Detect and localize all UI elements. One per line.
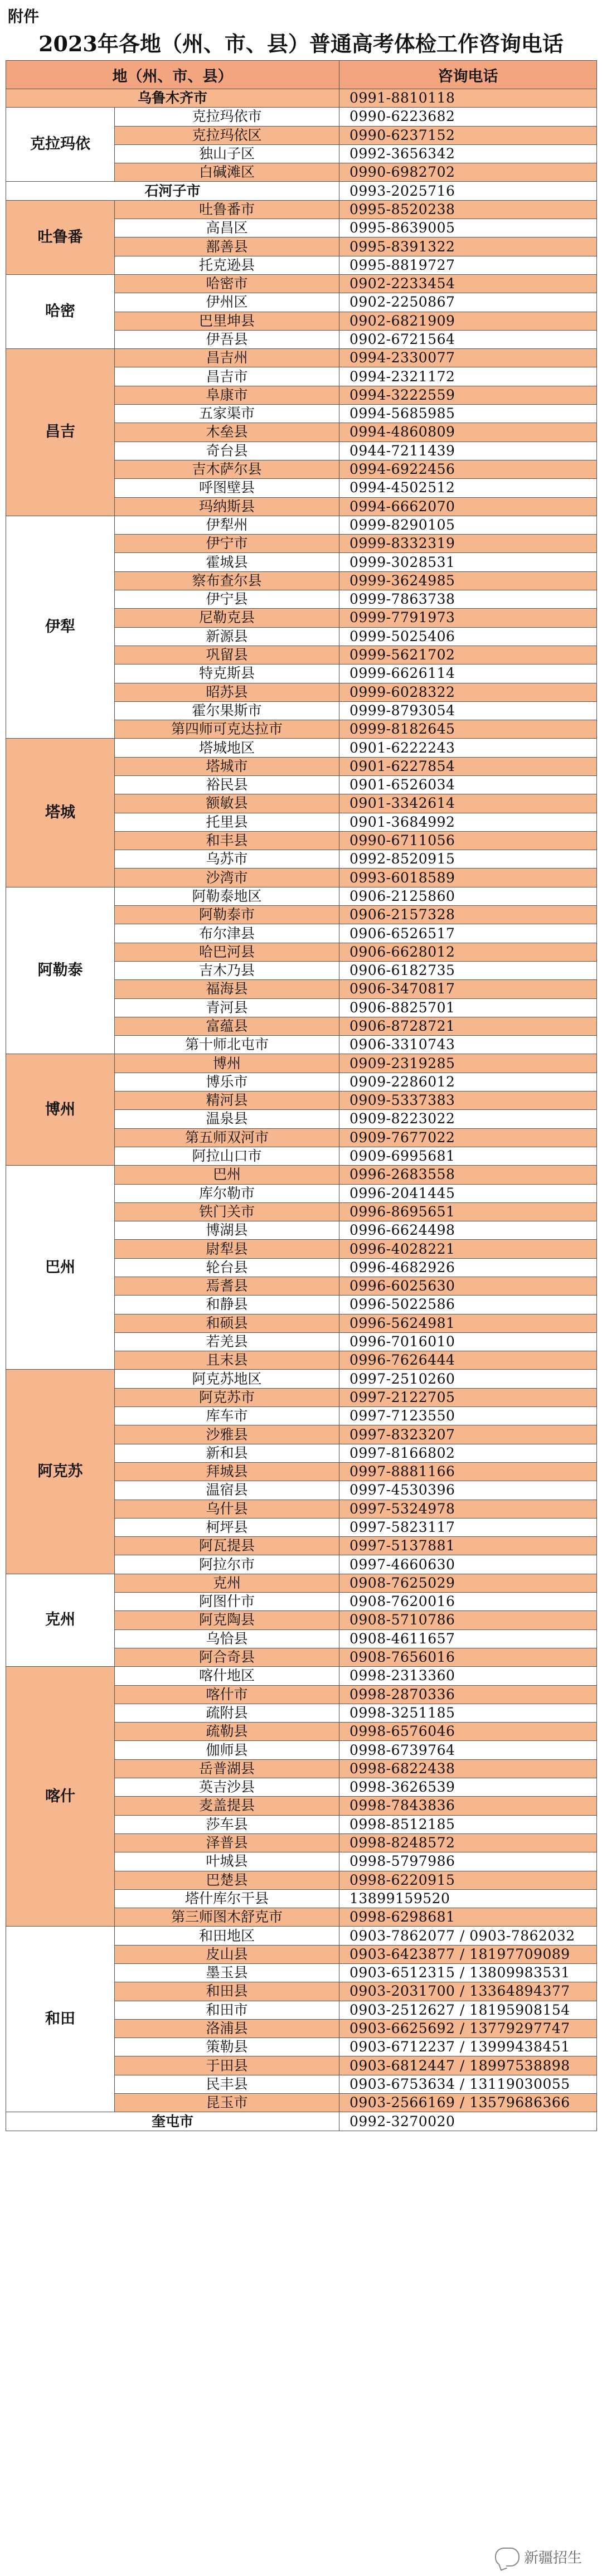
group-name: 巴州: [6, 1166, 115, 1370]
phone-number: 0908-7656016: [339, 1648, 597, 1666]
place-name: 阿克苏地区: [115, 1370, 339, 1388]
table-row: [6, 516, 597, 534]
place-name: 巴州: [115, 1166, 339, 1184]
phone-number: 0902-6721564: [339, 330, 597, 348]
phone-number: 0908-5710786: [339, 1611, 597, 1629]
phone-number: 0991-8810118: [339, 89, 597, 108]
phone-number: 0995-8391322: [339, 237, 597, 256]
table-row: [6, 1370, 597, 1388]
phone-number: 0997-4660630: [339, 1555, 597, 1574]
table-row: [6, 739, 597, 757]
place-name: 吉木萨尔县: [115, 460, 339, 478]
phone-number: 0998-2313360: [339, 1667, 597, 1685]
phone-number: 0909-2319285: [339, 1054, 597, 1073]
phone-number: 0906-2125860: [339, 887, 597, 905]
phone-number: 0994-2330077: [339, 349, 597, 367]
place-name: 尼勒克县: [115, 609, 339, 627]
place-name: 阿瓦提县: [115, 1537, 339, 1555]
phone-number: 0994-2321172: [339, 367, 597, 386]
phone-number: 0903-2566169 / 13579686366: [339, 2094, 597, 2112]
phone-number: 0997-5137881: [339, 1537, 597, 1555]
place-name: 青河县: [115, 998, 339, 1017]
phone-number: 0999-6626114: [339, 664, 597, 683]
phone-number: 0996-6624498: [339, 1221, 597, 1240]
phone-number: 0996-2041445: [339, 1184, 597, 1202]
phone-number: 0996-7016010: [339, 1332, 597, 1351]
place-name: 阿勒泰地区: [115, 887, 339, 905]
place-name: 福海县: [115, 980, 339, 998]
place-name: 莎车县: [115, 1815, 339, 1833]
phone-number: 0999-8182645: [339, 720, 597, 739]
phone-number: 0996-4028221: [339, 1240, 597, 1258]
place-name: 新源县: [115, 627, 339, 646]
place-name: 和田地区: [115, 1927, 339, 1945]
phone-number: 0909-8223022: [339, 1110, 597, 1128]
phone-number: 0998-6822438: [339, 1759, 597, 1778]
phone-number: 0909-7677022: [339, 1128, 597, 1147]
phone-number: 0997-2122705: [339, 1388, 597, 1406]
phone-number: 0997-8881166: [339, 1462, 597, 1481]
phone-number: 0997-8166802: [339, 1444, 597, 1462]
table-row: [6, 2112, 597, 2131]
place-name: 焉耆县: [115, 1277, 339, 1296]
table-row: [6, 182, 597, 200]
place-name: 和硕县: [115, 1314, 339, 1332]
place-name: 于田县: [115, 2056, 339, 2075]
place-name: 喀什市: [115, 1685, 339, 1704]
place-name: 巴里坤县: [115, 312, 339, 330]
place-name: 温泉县: [115, 1110, 339, 1128]
place-name: 和丰县: [115, 831, 339, 850]
place-name: 白碱滩区: [115, 163, 339, 182]
place-name: 克拉玛依区: [115, 126, 339, 144]
place-name: 拜城县: [115, 1462, 339, 1481]
header-region: 地（州、市、县）: [6, 61, 339, 89]
phone-number: 0999-8793054: [339, 701, 597, 720]
place-name: 察布查尔县: [115, 571, 339, 590]
place-name: 伊吾县: [115, 330, 339, 348]
group-name: 喀什: [6, 1667, 115, 1927]
place-name: 麦盖提县: [115, 1797, 339, 1815]
place-name: 高昌区: [115, 219, 339, 237]
place-name: 托克逊县: [115, 256, 339, 274]
phone-number: 0902-6821909: [339, 312, 597, 330]
place-name: 库尔勒市: [115, 1184, 339, 1202]
place-name: 阿克陶县: [115, 1611, 339, 1629]
phone-number: 0944-7211439: [339, 442, 597, 460]
place-name: 昌吉市: [115, 367, 339, 386]
place-name: 新和县: [115, 1444, 339, 1462]
phone-number: 0903-6512315 / 13809983531: [339, 1963, 597, 1982]
place-name: 裕民县: [115, 775, 339, 794]
phone-number: 0998-6298681: [339, 1908, 597, 1927]
phone-number: 0994-6662070: [339, 497, 597, 516]
group-name: 塔城: [6, 739, 115, 887]
phone-number: 0997-8323207: [339, 1425, 597, 1444]
phone-number: 0990-6982702: [339, 163, 597, 182]
page-title: 2023年各地（州、市、县）普通高考体检工作咨询电话: [38, 31, 564, 56]
place-name: 第三师图木舒克市: [115, 1908, 339, 1927]
place-name: 阿勒泰市: [115, 906, 339, 924]
place-name: 民丰县: [115, 2075, 339, 2093]
place-name: 昌吉州: [115, 349, 339, 367]
place-name: 吐鲁番市: [115, 200, 339, 219]
table-header-row: [6, 61, 597, 89]
region-name: 石河子市: [6, 182, 339, 200]
phone-number: 0995-8639005: [339, 219, 597, 237]
phone-number: 0906-6182735: [339, 961, 597, 979]
phone-number: 0903-6812447 / 18997538898: [339, 2056, 597, 2075]
phone-number: 0999-8290105: [339, 516, 597, 534]
phone-number: 0993-2025716: [339, 182, 597, 200]
place-name: 布尔津县: [115, 924, 339, 943]
place-name: 墨玉县: [115, 1963, 339, 1982]
phone-number: 0997-2510260: [339, 1370, 597, 1388]
place-name: 伊宁县: [115, 590, 339, 609]
phone-number: 0901-6227854: [339, 757, 597, 775]
header-phone: 咨询电话: [339, 61, 597, 89]
phone-number: 0903-6625692 / 13779297747: [339, 2019, 597, 2037]
phone-table: [6, 60, 597, 2131]
phone-number: 0996-2683558: [339, 1166, 597, 1184]
phone-number: 0902-2233454: [339, 274, 597, 293]
phone-number: 0996-4682926: [339, 1258, 597, 1277]
table-row: [6, 1574, 597, 1592]
wechat-icon: [495, 2548, 520, 2567]
phone-number: 0902-2250867: [339, 293, 597, 312]
phone-number: 0995-8819727: [339, 256, 597, 274]
phone-number: 0906-3470817: [339, 980, 597, 998]
place-name: 库车市: [115, 1407, 339, 1425]
place-name: 和田县: [115, 1982, 339, 2001]
place-name: 克拉玛依市: [115, 108, 339, 126]
place-name: 精河县: [115, 1091, 339, 1110]
place-name: 富蕴县: [115, 1017, 339, 1035]
place-name: 伊宁市: [115, 535, 339, 553]
place-name: 霍尔果斯市: [115, 701, 339, 720]
phone-number: 0998-6576046: [339, 1723, 597, 1741]
phone-number: 0908-7625029: [339, 1574, 597, 1592]
place-name: 额敏县: [115, 794, 339, 813]
phone-number: 0994-4860809: [339, 423, 597, 442]
phone-number: 0996-5022586: [339, 1296, 597, 1314]
phone-number: 0996-8695651: [339, 1202, 597, 1221]
phone-number: 0903-2031700 / 13364894377: [339, 1982, 597, 2001]
place-name: 疏勒县: [115, 1723, 339, 1741]
phone-number: 0901-6222243: [339, 739, 597, 757]
place-name: 塔什库尔干县: [115, 1889, 339, 1908]
place-name: 皮山县: [115, 1945, 339, 1963]
place-name: 伊犁州: [115, 516, 339, 534]
place-name: 第十师北屯市: [115, 1036, 339, 1054]
place-name: 独山子区: [115, 144, 339, 163]
phone-number: 0906-3310743: [339, 1036, 597, 1054]
place-name: 巴楚县: [115, 1871, 339, 1889]
place-name: 昭苏县: [115, 683, 339, 701]
place-name: 喀什地区: [115, 1667, 339, 1685]
watermark: [495, 2546, 582, 2567]
place-name: 乌什县: [115, 1500, 339, 1518]
attachment-label: 附件: [8, 7, 40, 26]
place-name: 伽师县: [115, 1741, 339, 1759]
phone-number: 0999-7791973: [339, 609, 597, 627]
place-name: 岳普湖县: [115, 1759, 339, 1778]
table-row: [6, 1166, 597, 1184]
phone-number: 0994-6922456: [339, 460, 597, 478]
place-name: 第四师可克达拉市: [115, 720, 339, 739]
phone-number: 13899159520: [339, 1889, 597, 1908]
table-row: [6, 887, 597, 905]
phone-number: 0997-4530396: [339, 1481, 597, 1500]
phone-number: 0997-5823117: [339, 1518, 597, 1536]
place-name: 沙雅县: [115, 1425, 339, 1444]
place-name: 托里县: [115, 813, 339, 831]
phone-number: 0901-3684992: [339, 813, 597, 831]
place-name: 哈密市: [115, 274, 339, 293]
phone-number: 0906-2157328: [339, 906, 597, 924]
phone-number: 0996-6025630: [339, 1277, 597, 1296]
phone-number: 0998-5797986: [339, 1852, 597, 1871]
phone-number: 0901-3342614: [339, 794, 597, 813]
phone-number: 0909-2286012: [339, 1073, 597, 1091]
phone-number: 0998-8248572: [339, 1833, 597, 1852]
phone-number: 0999-6028322: [339, 683, 597, 701]
table-row: [6, 274, 597, 293]
phone-number: 0903-7862077 / 0903-7862032: [339, 1927, 597, 1945]
phone-number: 0992-3656342: [339, 144, 597, 163]
phone-number: 0999-3624985: [339, 571, 597, 590]
phone-number: 0999-8332319: [339, 535, 597, 553]
place-name: 博湖县: [115, 1221, 339, 1240]
place-name: 奇台县: [115, 442, 339, 460]
place-name: 和田市: [115, 2001, 339, 2019]
phone-number: 0990-6711056: [339, 831, 597, 850]
place-name: 特克斯县: [115, 664, 339, 683]
place-name: 阜康市: [115, 386, 339, 404]
place-name: 英吉沙县: [115, 1778, 339, 1797]
place-name: 阿克苏市: [115, 1388, 339, 1406]
phone-number: 0996-5624981: [339, 1314, 597, 1332]
place-name: 乌恰县: [115, 1629, 339, 1648]
place-name: 轮台县: [115, 1258, 339, 1277]
place-name: 伊州区: [115, 293, 339, 312]
phone-number: 0998-7843836: [339, 1797, 597, 1815]
phone-number: 0998-6739764: [339, 1741, 597, 1759]
place-name: 昆玉市: [115, 2094, 339, 2112]
group-name: 昌吉: [6, 349, 115, 516]
place-name: 五家渠市: [115, 405, 339, 423]
phone-number: 0995-8520238: [339, 200, 597, 219]
group-name: 伊犁: [6, 516, 115, 739]
place-name: 叶城县: [115, 1852, 339, 1871]
table-row: [6, 349, 597, 367]
group-name: 克拉玛依: [6, 108, 115, 182]
phone-number: 0999-5621702: [339, 646, 597, 664]
place-name: 且末县: [115, 1351, 339, 1370]
phone-number: 0903-6423877 / 18197709089: [339, 1945, 597, 1963]
table-row: [6, 108, 597, 126]
group-name: 吐鲁番: [6, 200, 115, 274]
place-name: 吉木乃县: [115, 961, 339, 979]
phone-number: 0994-3222559: [339, 386, 597, 404]
phone-number: 0999-5025406: [339, 627, 597, 646]
place-name: 沙湾市: [115, 869, 339, 887]
place-name: 鄯善县: [115, 237, 339, 256]
region-name: 奎屯市: [6, 2112, 339, 2131]
phone-number: 0903-6712237 / 13999438451: [339, 2038, 597, 2056]
phone-number: 0903-2512627 / 18195908154: [339, 2001, 597, 2019]
phone-number: 0998-2870336: [339, 1685, 597, 1704]
phone-number: 0998-3251185: [339, 1704, 597, 1722]
phone-number: 0901-6526034: [339, 775, 597, 794]
place-name: 泽普县: [115, 1833, 339, 1852]
region-name: 乌鲁木齐市: [6, 89, 339, 108]
place-name: 第五师双河市: [115, 1128, 339, 1147]
table-row: [6, 1667, 597, 1685]
place-name: 阿拉山口市: [115, 1147, 339, 1165]
phone-number: 0909-6995681: [339, 1147, 597, 1165]
phone-number: 0996-7626444: [339, 1351, 597, 1370]
phone-number: 0999-3028531: [339, 553, 597, 571]
place-name: 尉犁县: [115, 1240, 339, 1258]
place-name: 霍城县: [115, 553, 339, 571]
table-row: [6, 200, 597, 219]
phone-number: 0906-6526517: [339, 924, 597, 943]
phone-number: 0990-6223682: [339, 108, 597, 126]
place-name: 柯坪县: [115, 1518, 339, 1536]
phone-number: 0994-4502512: [339, 479, 597, 497]
table-row: [6, 1927, 597, 1945]
place-name: 策勒县: [115, 2038, 339, 2056]
place-name: 玛纳斯县: [115, 497, 339, 516]
table-row: [6, 89, 597, 108]
place-name: 阿图什市: [115, 1593, 339, 1611]
phone-number: 0998-6220915: [339, 1871, 597, 1889]
phone-number: 0908-4611657: [339, 1629, 597, 1648]
phone-number: 0993-6018589: [339, 869, 597, 887]
place-name: 塔城地区: [115, 739, 339, 757]
phone-number: 0998-8512185: [339, 1815, 597, 1833]
place-name: 洛浦县: [115, 2019, 339, 2037]
place-name: 乌苏市: [115, 850, 339, 869]
place-name: 塔城市: [115, 757, 339, 775]
place-name: 疏附县: [115, 1704, 339, 1722]
table-row: [6, 1054, 597, 1073]
group-name: 哈密: [6, 274, 115, 348]
phone-number: 0903-6753634 / 13119030055: [339, 2075, 597, 2093]
place-name: 木垒县: [115, 423, 339, 442]
phone-number: 0999-7863738: [339, 590, 597, 609]
place-name: 哈巴河县: [115, 943, 339, 961]
place-name: 巩留县: [115, 646, 339, 664]
place-name: 克州: [115, 1574, 339, 1592]
phone-number: 0909-5337383: [339, 1091, 597, 1110]
phone-number: 0908-7620016: [339, 1593, 597, 1611]
phone-number: 0906-8825701: [339, 998, 597, 1017]
group-name: 克州: [6, 1574, 115, 1666]
place-name: 博州: [115, 1054, 339, 1073]
phone-number: 0997-7123550: [339, 1407, 597, 1425]
place-name: 温宿县: [115, 1481, 339, 1500]
place-name: 阿合奇县: [115, 1648, 339, 1666]
phone-number: 0906-8728721: [339, 1017, 597, 1035]
place-name: 呼图壁县: [115, 479, 339, 497]
watermark-text: 新疆招生: [523, 2550, 582, 2567]
group-name: 阿克苏: [6, 1370, 115, 1574]
phone-number: 0998-3626539: [339, 1778, 597, 1797]
phone-number: 0997-5324978: [339, 1500, 597, 1518]
place-name: 博乐市: [115, 1073, 339, 1091]
group-name: 和田: [6, 1927, 115, 2112]
group-name: 博州: [6, 1054, 115, 1166]
group-name: 阿勒泰: [6, 887, 115, 1054]
phone-number: 0906-6628012: [339, 943, 597, 961]
phone-number: 0992-8520915: [339, 850, 597, 869]
place-name: 和静县: [115, 1296, 339, 1314]
phone-number: 0992-3270020: [339, 2112, 597, 2131]
place-name: 铁门关市: [115, 1202, 339, 1221]
phone-number: 0994-5685985: [339, 405, 597, 423]
place-name: 若羌县: [115, 1332, 339, 1351]
place-name: 阿拉尔市: [115, 1555, 339, 1574]
phone-number: 0990-6237152: [339, 126, 597, 144]
